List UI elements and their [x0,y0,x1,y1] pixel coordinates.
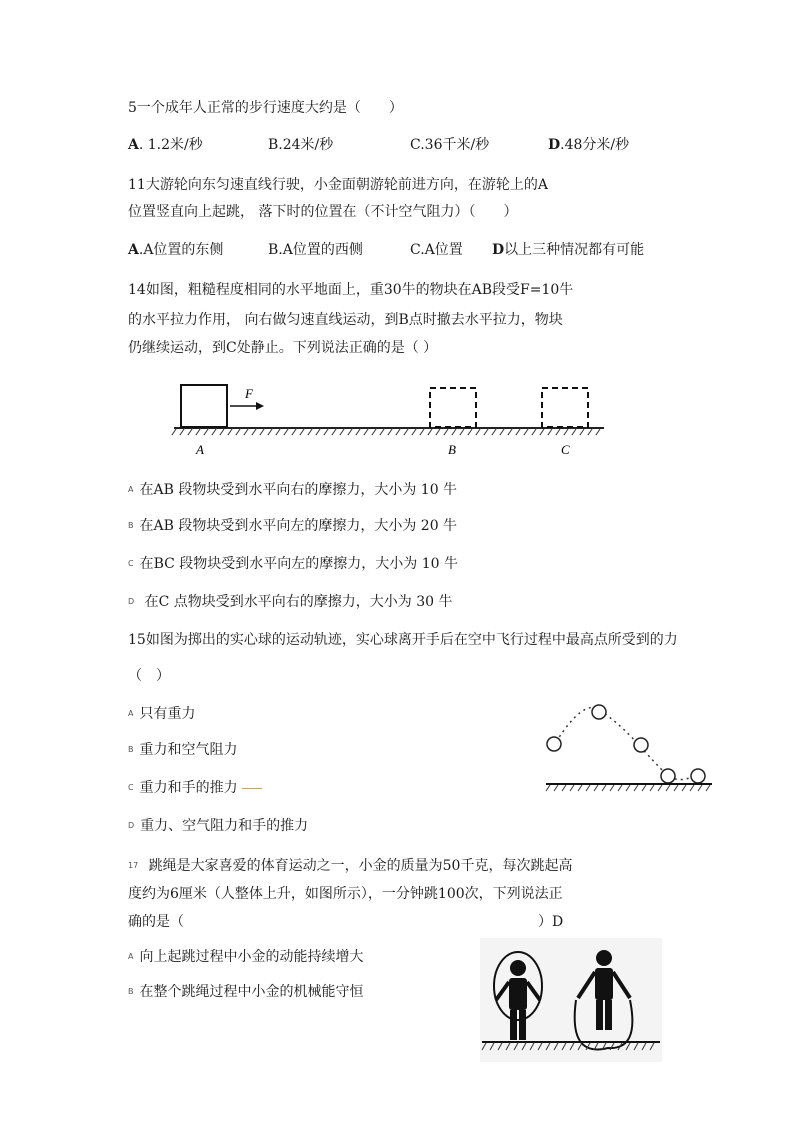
option-text: 在整个跳绳过程中小金的机械能守恒 [139,984,364,1000]
q17-stem-line3-left: 确的是（ [128,914,184,930]
q14-option-c [128,554,458,574]
q11-option-a [128,240,223,260]
q15-option-d [128,816,308,836]
option-letter: B [128,987,134,996]
q15-option-b [128,740,238,760]
option-text: 重力、空气阻力和手的推力 [140,818,309,834]
q17-stem-line1 [128,856,572,876]
q11-option-c [410,240,463,260]
option-text: 重力和手的推力 [139,780,238,796]
ball-3 [634,738,648,752]
option-text: 在BC 段物块受到水平向左的摩擦力，大小为 10 牛 [139,556,459,572]
option-letter: C [410,242,421,258]
option-text: 重力和空气阻力 [139,742,238,758]
option-text: 在C 点物块受到水平向右的摩擦力，大小为 30 牛 [140,594,453,610]
option-text: .A位置 [420,242,463,258]
point-a-label: A [196,442,204,457]
option-letter: B [268,242,279,258]
q11-stem-line2: 位置竖直向上起跳， 落下时的位置在（不计空气阻力）（ ） [128,204,518,220]
q14-stem-line3: 仍继续运动，到C处静止。下列说法正确的是（ ） [128,340,438,356]
option-letter: A [128,137,139,153]
q17-stem-text: 跳绳是大家喜爱的体育运动之一，小金的质量为50千克，每次跳起高 [144,858,573,874]
q5-option-d [548,135,629,155]
q17-stem-line3-right: ）D [538,914,564,930]
block-dashed-c [542,388,588,427]
block-dashed-b [430,388,476,427]
option-text: 在AB 段物块受到水平向右的摩擦力，大小为 10 牛 [139,482,458,498]
q14-option-d [128,592,453,612]
underline-mark [242,788,262,789]
trajectory-path [556,707,694,779]
q14-stem-line2: 的水平拉力作用， 向右做匀速直线运动，到B点时撤去水平拉力，物块 [128,312,563,328]
option-letter: B [128,745,134,754]
ball-2 [592,705,606,719]
q11-option-b [268,240,363,260]
option-text: 向上起跳过程中小金的动能持续增大 [139,949,364,965]
q14-stem-line1: 14如图，粗糙程度相同的水平地面上，重30牛的物块在AB段受F=10牛 [128,282,574,298]
point-c-label: C [561,442,570,457]
ball-4 [661,769,675,783]
q11-option-d [492,240,644,260]
q15-stem-line1: 15如图为掷出的实心球的运动轨迹，实心球离开手后在空中飞行过程中最高点所受到的力 [128,632,678,648]
block-solid [181,385,227,427]
option-letter: A [128,242,139,258]
option-letter: A [128,485,134,494]
force-label: F [245,386,253,401]
head-left [510,960,526,976]
q17-stem-line2: 度约为6厘米（人整体上升，如图所示），一分钟跳100次，下列说法正 [128,886,563,902]
q5-option-a [128,135,203,155]
q17-option-b [128,982,364,1002]
q5-option-c [410,135,489,155]
ball-5 [691,769,705,783]
option-text: 以上三种情况都有可能 [504,242,645,258]
torso-left [509,978,527,1010]
option-letter: B [268,137,279,153]
option-text: . 1.2米/秒 [138,137,203,153]
leg-right-2 [605,1000,612,1030]
option-letter: C [410,137,421,153]
option-letter: C [128,559,134,568]
option-text: .36千米/秒 [420,137,490,153]
q17-option-a [128,947,363,967]
ball-1 [547,737,561,751]
option-text: .A位置的西侧 [278,242,363,258]
head-right [596,950,612,966]
q15-trajectory-figure [544,696,714,796]
option-letter: A [128,709,134,718]
option-letter: D [548,137,561,153]
q14-figure [172,380,612,460]
q17-jump-rope-figure [480,938,662,1062]
ground-hatching [172,429,600,435]
option-letter: A [128,952,134,961]
option-letter: D [492,242,505,258]
option-text: .48分米/秒 [560,137,630,153]
option-text: .A位置的东侧 [138,242,224,258]
point-b-label: B [448,442,456,457]
q14-option-a [128,480,457,500]
q15-stem-line2: （ ） [128,668,170,684]
q5-stem: 5一个成年人正常的步行速度大约是（ ） [128,100,403,116]
option-text: 只有重力 [139,706,196,722]
option-letter: B [128,521,134,530]
q5-option-b [268,135,333,155]
leg-left-2 [519,1010,526,1040]
q15-option-a [128,704,195,724]
question-number: 17 [128,861,139,870]
option-letter: D [128,597,135,606]
q11-stem-line1: 11大游轮向东匀速直线行驶，小金面朝游轮前进方向，在游轮上的A [128,177,548,193]
ground-hatching [546,785,710,791]
leg-left-1 [510,1010,517,1040]
option-letter: D [128,821,135,830]
arrow-head-icon [256,402,264,410]
leg-right-1 [596,1000,603,1030]
q15-option-c [128,778,262,798]
option-text: .24米/秒 [278,137,334,153]
option-text: 在AB 段物块受到水平向左的摩擦力，大小为 20 牛 [139,518,458,534]
option-letter: C [128,783,134,792]
torso-right [595,968,613,1000]
q14-option-b [128,516,457,536]
